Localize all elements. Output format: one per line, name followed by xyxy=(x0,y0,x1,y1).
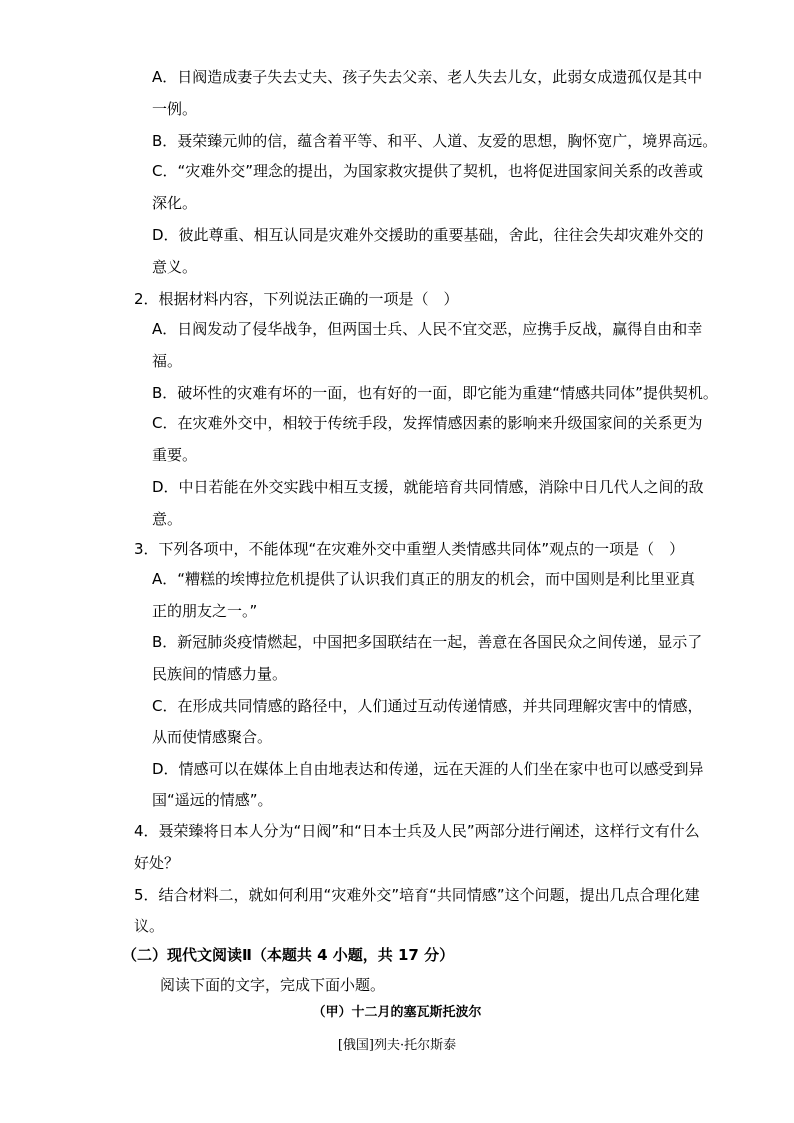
option-1b: B．聂荣臻元帅的信，蕴含着平等、和平、人道、友爱的思想，胸怀宽广，境界高远。 xyxy=(152,132,718,150)
option-3a-line-2: 正的朋友之一。” xyxy=(152,602,258,620)
option-3d-line-1: D．情感可以在媒体上自由地表达和传递，远在天涯的人们坐在家中也可以感受到异 xyxy=(152,760,704,778)
option-1c-line-2: 深化。 xyxy=(152,194,198,212)
option-2c-line-1: C．在灾难外交中，相较于传统手段，发挥情感因素的影响来升级国家间的关系更为 xyxy=(152,414,703,432)
option-3c-line-2: 从而使情感聚合。 xyxy=(152,728,273,746)
option-1d-line-1: D．彼此尊重、相互认同是灾难外交援助的重要基础，舍此，往往会失却灾难外交的 xyxy=(152,226,704,244)
question-4-line-1: 4．聂荣臻将日本人分为“日阀”和“日本士兵及人民”两部分进行阐述，这样行文有什么 xyxy=(134,822,700,840)
question-3: 3．下列各项中，不能体现“在灾难外交中重塑人类情感共同体”观点的一项是（ ） xyxy=(134,540,685,558)
option-3d-line-2: 国“遥远的情感”。 xyxy=(152,791,273,809)
option-2c-line-2: 重要。 xyxy=(152,446,198,464)
question-5-line-1: 5．结合材料二，就如何利用“灾难外交”培育“共同情感”这个问题，提出几点合理化建 xyxy=(134,886,700,904)
option-3c-line-1: C．在形成共同情感的路径中，人们通过互动传递情感，并共同理解灾害中的情感， xyxy=(152,697,703,715)
option-3b-line-2: 民族间的情感力量。 xyxy=(152,665,288,683)
option-1d-line-2: 意义。 xyxy=(152,258,198,276)
option-2b: B．破坏性的灾难有坏的一面，也有好的一面，即它能为重建“情感共同体”提供契机。 xyxy=(152,384,718,402)
article-title: （甲）十二月的塞瓦斯托波尔 xyxy=(312,1005,482,1020)
option-3b-line-1: B．新冠肺炎疫情燃起，中国把多国联结在一起，善意在各国民众之间传递，显示了 xyxy=(152,633,703,651)
article-author: [俄国]列夫·托尔斯泰 xyxy=(337,1038,457,1053)
section-heading: （二）现代文阅读Ⅱ（本题共 4 小题，共 17 分） xyxy=(122,946,455,964)
question-5-line-2: 议。 xyxy=(134,917,165,935)
option-1a-line-2: 一例。 xyxy=(152,100,198,118)
option-2a-line-2: 福。 xyxy=(152,352,183,370)
question-4-line-2: 好处？ xyxy=(134,854,180,872)
option-2d-line-2: 意。 xyxy=(152,510,183,528)
option-2d-line-1: D．中日若能在外交实践中相互支援，就能培育共同情感，消除中日几代人之间的敌 xyxy=(152,478,704,496)
option-1c-line-1: C．“灾难外交”理念的提出，为国家救灾提供了契机，也将促进国家间关系的改善或 xyxy=(152,162,704,180)
question-2: 2．根据材料内容，下列说法正确的一项是（ ） xyxy=(134,290,459,308)
option-1a-line-1: A．日阀造成妻子失去丈夫、孩子失去父亲、老人失去儿女，此弱女成遗孤仅是其中 xyxy=(152,68,703,86)
option-2a-line-1: A．日阀发动了侵华战争，但两国士兵、人民不宜交恶，应携手反战，赢得自由和幸 xyxy=(152,320,703,338)
option-3a-line-1: A．“糟糕的埃博拉危机提供了认识我们真正的朋友的机会，而中国则是利比里亚真 xyxy=(152,570,696,588)
reading-instruction: 阅读下面的文字，完成下面小题。 xyxy=(160,976,386,994)
